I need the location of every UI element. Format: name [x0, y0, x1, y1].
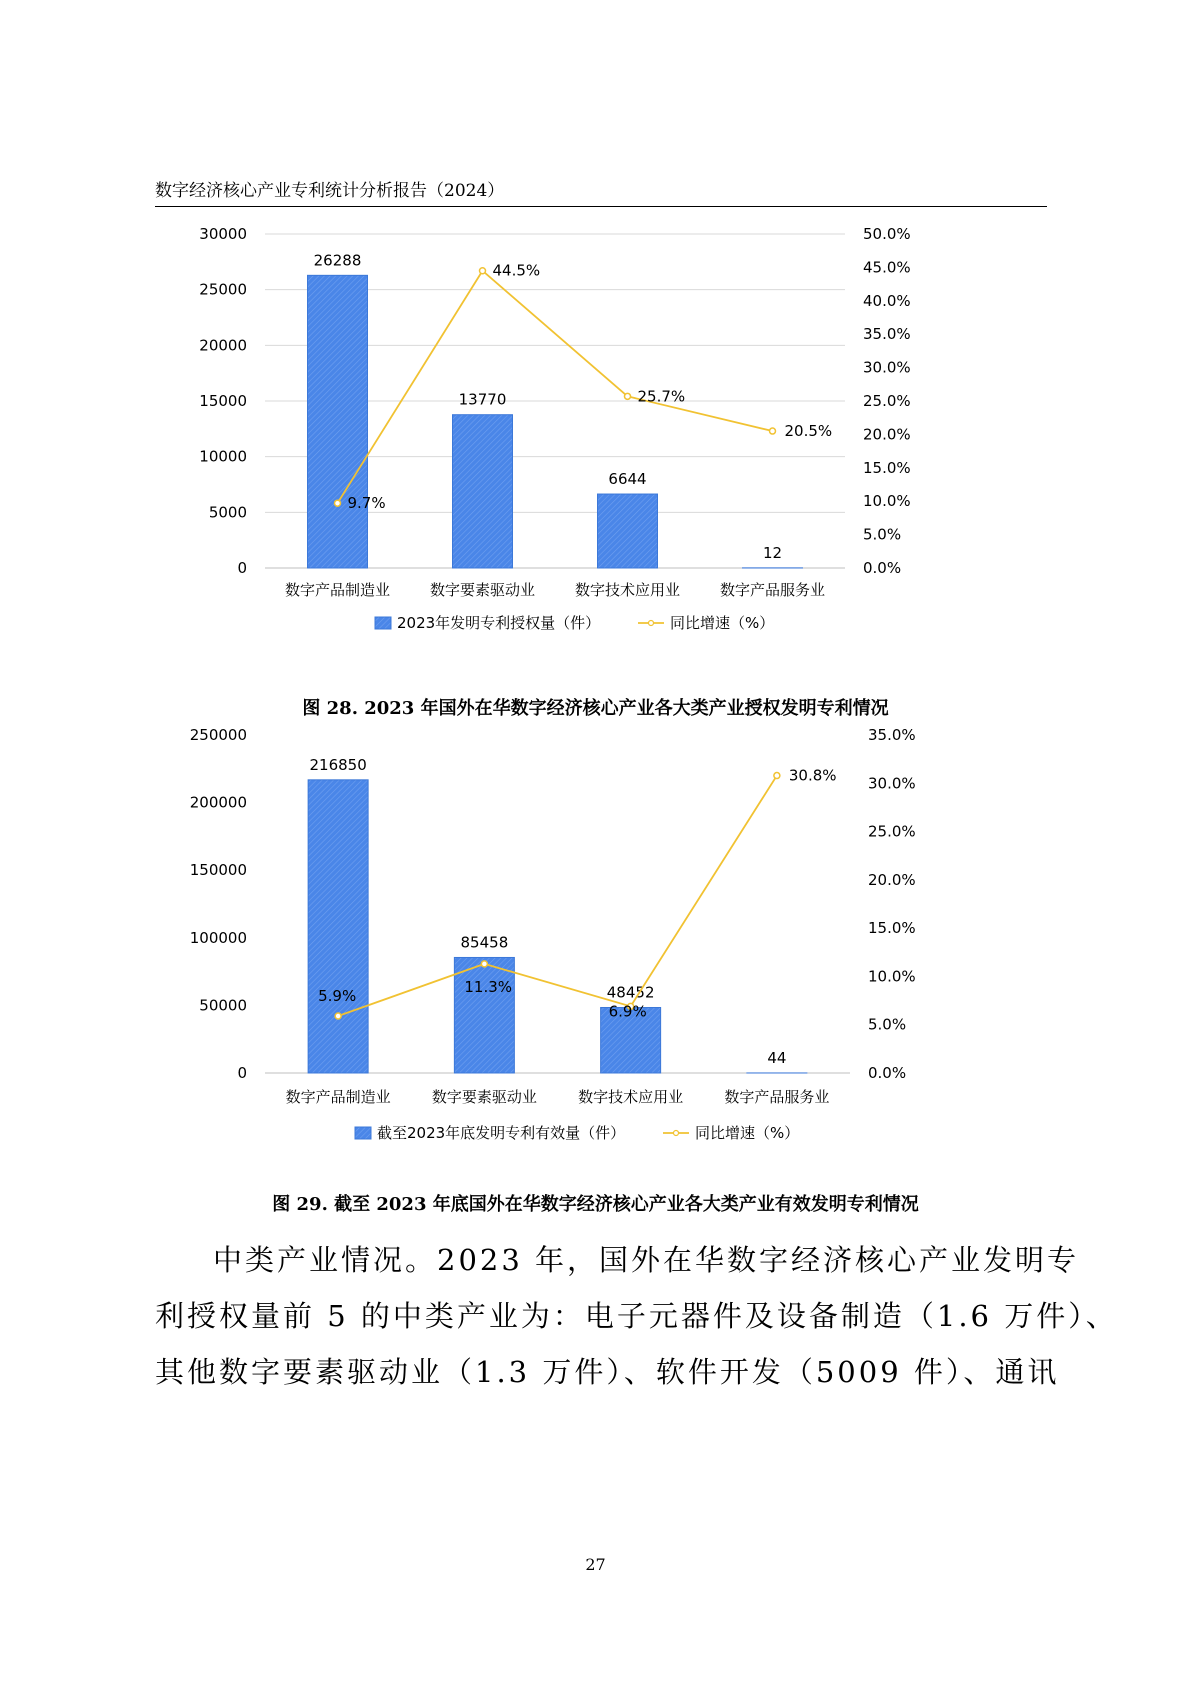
- bar-value-label: 85458: [460, 933, 509, 952]
- growth-point: [770, 428, 776, 434]
- growth-value-label: 9.7%: [347, 494, 386, 513]
- y-tick-label: 0: [237, 559, 247, 577]
- body-paragraph: [155, 1232, 1118, 1400]
- y2-tick-label: 15.0%: [868, 919, 916, 938]
- y2-tick-label: 10.0%: [868, 967, 916, 986]
- growth-point: [480, 268, 486, 274]
- page-header: [155, 172, 1047, 207]
- chart-fig29: [150, 720, 1050, 1170]
- y-tick-label: 200000: [189, 793, 247, 812]
- chart-fig28-svg: [150, 218, 1050, 658]
- legend-bar-label: 2023年发明专利授权量（件）: [397, 614, 601, 632]
- y2-tick-label: 35.0%: [868, 726, 916, 744]
- legend-bar-swatch: [355, 1127, 371, 1139]
- caption-fig29: 图 29. 截至 2023 年底国外在华数字经济核心产业各大类产业有效发明专利情况: [272, 1194, 919, 1215]
- category-label: 数字产品服务业: [724, 1088, 830, 1106]
- category-label: 数字产品制造业: [284, 581, 391, 599]
- growth-point: [625, 393, 631, 399]
- growth-line: [338, 271, 773, 503]
- growth-point: [481, 961, 487, 967]
- growth-point: [774, 773, 780, 779]
- y-tick-label: 15000: [199, 392, 247, 410]
- y2-tick-label: 40.0%: [863, 291, 911, 310]
- y2-tick-label: 50.0%: [863, 225, 911, 243]
- y-tick-label: 100000: [189, 928, 247, 947]
- bar: [454, 957, 514, 1073]
- growth-value-label: 11.3%: [464, 977, 513, 996]
- legend-bar-swatch: [375, 617, 391, 629]
- y2-tick-label: 35.0%: [863, 325, 911, 344]
- y-tick-label: 5000: [208, 503, 247, 522]
- y-tick-label: 10000: [199, 447, 247, 466]
- chart-fig28: [150, 218, 1050, 658]
- paragraph-line: 中类产业情况。2023 年，国外在华数字经济核心产业发明专: [213, 1243, 1080, 1277]
- y2-tick-label: 5.0%: [863, 525, 902, 544]
- growth-value-label: 5.9%: [318, 987, 357, 1006]
- page-number: 27: [585, 1555, 606, 1574]
- bar-value-label: 44: [767, 1048, 787, 1067]
- legend-line-label: 同比增速（%）: [670, 614, 775, 632]
- bar-value-label: 26288: [313, 251, 362, 270]
- bar-value-label: 12: [762, 543, 783, 562]
- bar-value-label: 6644: [608, 470, 647, 489]
- category-label: 数字产品服务业: [719, 581, 826, 599]
- bar-value-label: 216850: [309, 755, 367, 774]
- growth-value-label: 44.5%: [492, 261, 541, 280]
- y2-tick-label: 20.0%: [868, 870, 916, 889]
- bar: [598, 494, 658, 568]
- y2-tick-label: 45.0%: [863, 258, 911, 277]
- y-tick-label: 30000: [199, 225, 247, 243]
- growth-point: [335, 500, 341, 506]
- y2-tick-label: 5.0%: [868, 1015, 907, 1034]
- category-label: 数字技术应用业: [574, 581, 681, 599]
- legend: [355, 1124, 799, 1142]
- bar-value-label: 13770: [458, 390, 507, 409]
- y2-tick-label: 30.0%: [868, 774, 916, 793]
- paragraph-line: 利授权量前 5 的中类产业为：电子元器件及设备制造（1.6 万件）、: [155, 1299, 1118, 1333]
- y-tick-label: 20000: [199, 336, 247, 355]
- category-label: 数字产品制造业: [285, 1088, 391, 1106]
- y2-tick-label: 10.0%: [863, 492, 911, 511]
- y2-tick-label: 0.0%: [863, 559, 902, 577]
- y2-tick-label: 0.0%: [868, 1064, 907, 1082]
- bar: [453, 415, 513, 568]
- paragraph-line: 其他数字要素驱动业（1.3 万件）、软件开发（5009 件）、通讯: [155, 1355, 1060, 1389]
- caption-fig28: 图 28. 2023 年国外在华数字经济核心产业各大类产业授权发明专利情况: [302, 698, 889, 719]
- category-label: 数字要素驱动业: [431, 1088, 537, 1106]
- legend-line-label: 同比增速（%）: [695, 1124, 800, 1142]
- y2-tick-label: 25.0%: [863, 392, 911, 410]
- y-tick-label: 50000: [199, 996, 247, 1015]
- legend: [375, 614, 774, 632]
- category-label: 数字要素驱动业: [429, 581, 536, 599]
- bar: [308, 780, 368, 1073]
- y2-tick-label: 20.0%: [863, 425, 911, 444]
- growth-value-label: 6.9%: [608, 1002, 647, 1021]
- legend-bar-label: 截至2023年底发明专利有效量（件）: [377, 1124, 626, 1142]
- y2-tick-label: 25.0%: [868, 822, 916, 841]
- growth-value-label: 25.7%: [637, 387, 686, 406]
- bar: [308, 275, 368, 568]
- y-tick-label: 250000: [189, 726, 247, 744]
- y-tick-label: 25000: [199, 280, 247, 299]
- bar-value-label: 48452: [606, 983, 655, 1002]
- growth-point: [335, 1013, 341, 1019]
- chart-fig29-svg: [150, 720, 1050, 1170]
- y-tick-label: 150000: [189, 861, 247, 880]
- legend-line-marker: [674, 1131, 679, 1136]
- growth-value-label: 30.8%: [788, 766, 837, 785]
- category-label: 数字技术应用业: [578, 1088, 684, 1106]
- y2-tick-label: 15.0%: [863, 458, 911, 477]
- legend-line-marker: [649, 621, 654, 626]
- growth-line: [338, 776, 777, 1016]
- y-tick-label: 0: [237, 1064, 247, 1082]
- growth-value-label: 20.5%: [784, 422, 833, 441]
- y2-tick-label: 30.0%: [863, 358, 911, 377]
- header-title: 数字经济核心产业专利统计分析报告（2024）: [155, 181, 505, 201]
